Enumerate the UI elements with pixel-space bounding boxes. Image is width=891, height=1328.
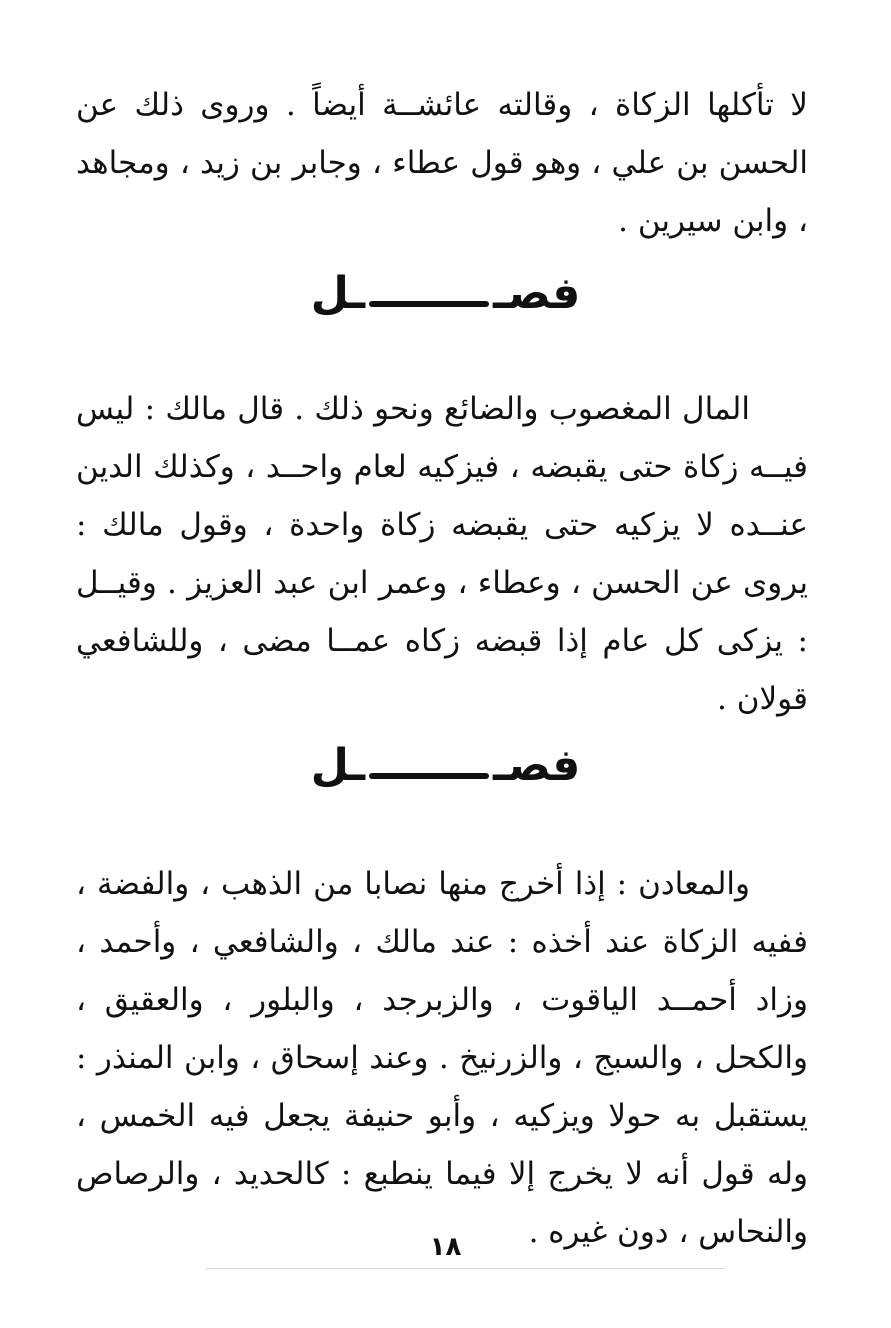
kashida-stroke [369, 301, 489, 307]
heading-start: فصـ [493, 740, 581, 791]
section-heading-word [307, 268, 585, 319]
heading-end: ـل [310, 268, 366, 319]
heading-end: ـل [310, 740, 366, 791]
heading-start: فصـ [493, 268, 581, 319]
paragraph-usurped-property: المال المغصوب والضائع ونحو ذلك . قال مالك : ليس فيــه زكاة حتى يقبضه ، فيزكيه لعام واحــد ، وكذلك الدين عنــده لا يزكيه حتى يقبضه زكاة واحدة ، وقول مالك : يروى عن الحسن ، وعطاء ، وعمر ابن عبد العزيز . وقيــل : يزكى كل عام إذا قبضه زكاه عمــا مضى ، وللشافعي قولان . [76, 391, 808, 717]
section-heading-fasl-1 [0, 268, 891, 319]
scan-line-decoration [205, 1268, 725, 1269]
section-heading-fasl-2 [0, 740, 891, 791]
page-number: ١٨ [429, 1232, 462, 1262]
section-heading-word [307, 740, 585, 791]
paragraph-continuation: لا تأكلها الزكاة ، وقالته عائشــة أيضاً . وروى ذلك عن الحسن بن علي ، وهو قول عطاء ، وجابر بن زيد ، ومجاهد ، وابن سيرين . [76, 87, 808, 239]
paragraph-minerals: والمعادن : إذا أخرج منها نصابا من الذهب ، والفضة ، ففيه الزكاة عند أخذه : عند مالك ، والشافعي ، وأحمد ، وزاد أحمــد الياقوت ، والزبرجد ، والبلور ، والعقيق ، والكحل ، والسبج ، والزرنيخ . وعند إسحاق ، وابن المنذر : يستقبل به حولا ويزكيه ، وأبو حنيفة يجعل فيه الخمس ، وله قول أنه لا يخرج إلا فيما ينطبع : كالحديد ، والرصاص والنحاس ، دون غيره . [76, 866, 808, 1250]
kashida-stroke [369, 773, 489, 779]
